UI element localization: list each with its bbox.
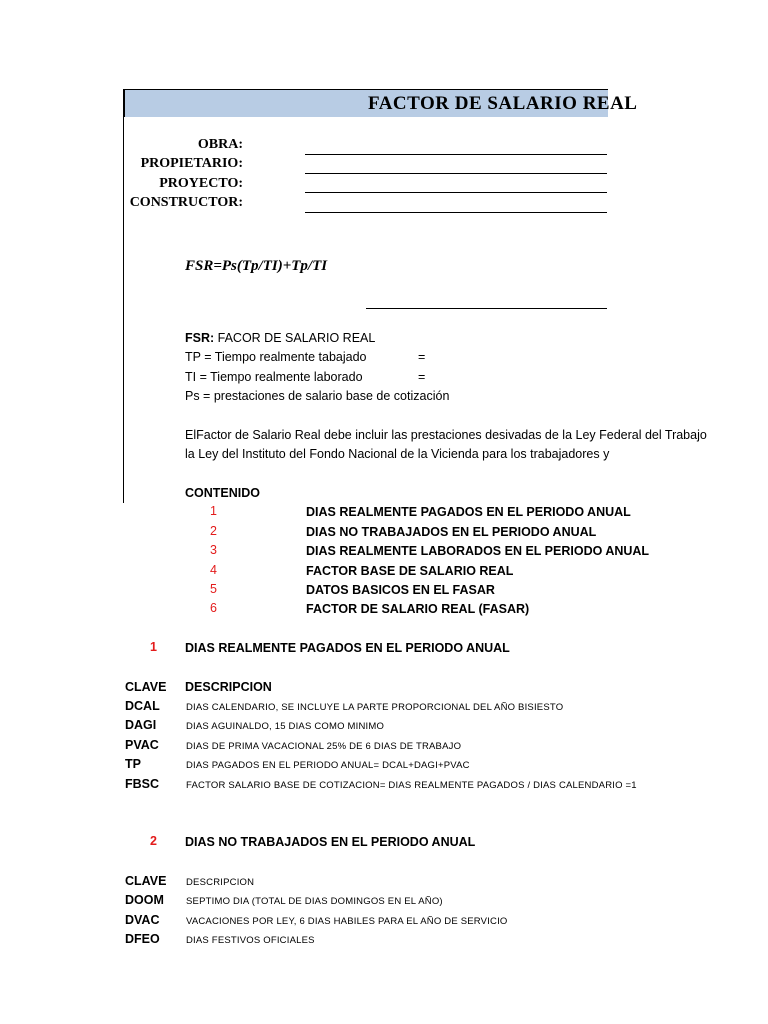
contenido-num: 1 — [210, 504, 217, 518]
section1-heading: DIAS REALMENTE PAGADOS EN EL PERIODO ANUAL — [185, 641, 510, 655]
def-tp: TP = Tiempo realmente tabajado — [185, 350, 367, 364]
table-row-clave: DAGI — [125, 718, 157, 732]
table-row-desc: DIAS PAGADOS EN EL PERIODO ANUAL= DCAL+DAGI+PVAC — [186, 760, 470, 771]
table-row-desc: DIAS CALENDARIO, SE INCLUYE LA PARTE PROPORCIONAL DEL AÑO BISIESTO — [186, 702, 564, 713]
section1-col-clave: CLAVE — [125, 680, 167, 694]
field-line-constructor — [305, 212, 607, 213]
section2-col-clave: CLAVE — [125, 874, 167, 888]
table-row-desc: VACACIONES POR LEY, 6 DIAS HABILES PARA EL AÑO DE SERVICIO — [186, 916, 508, 927]
table-row-clave: DOOM — [125, 893, 164, 907]
table-row-desc: SEPTIMO DIA (TOTAL DE DIAS DOMINGOS EN EL AÑO) — [186, 896, 443, 907]
contenido-item: DIAS REALMENTE PAGADOS EN EL PERIODO ANUAL — [306, 505, 631, 519]
contenido-num: 6 — [210, 601, 217, 615]
contenido-item: FACTOR BASE DE SALARIO REAL — [306, 564, 514, 578]
field-label-obra: OBRA: — [197, 137, 243, 152]
def-fsr — [185, 331, 375, 345]
def-ti-eq: = — [418, 370, 426, 384]
section2-heading: DIAS NO TRABAJADOS EN EL PERIODO ANUAL — [185, 835, 476, 849]
formula: FSR=Ps(Tp/TI)+Tp/TI — [185, 258, 328, 274]
field-label-constructor: CONSTRUCTOR: — [129, 195, 243, 210]
section1-col-desc: DESCRIPCION — [185, 680, 272, 694]
field-label-proyecto: PROYECTO: — [159, 176, 243, 191]
def-fsr-text: FACOR DE SALARIO REAL — [214, 331, 376, 345]
def-tp-eq: = — [418, 350, 426, 364]
contenido-num: 3 — [210, 543, 217, 557]
paragraph-line-1: ElFactor de Salario Real debe incluir las prestaciones desivadas de la Ley Federal del Trabajo — [185, 428, 707, 442]
section2-num: 2 — [150, 834, 157, 848]
table-row-desc: DIAS AGUINALDO, 15 DIAS COMO MINIMO — [186, 721, 385, 732]
contenido-num: 2 — [210, 524, 217, 538]
formula-line — [366, 308, 607, 309]
table-row-desc: DIAS FESTIVOS OFICIALES — [186, 935, 315, 946]
table-row-desc: DIAS DE PRIMA VACACIONAL 25% DE 6 DIAS DE TRABAJO — [186, 741, 462, 752]
section2-col-desc: DESCRIPCION — [186, 877, 255, 888]
def-ps: Ps = prestaciones de salario base de cotización — [185, 389, 450, 403]
field-label-propietario: PROPIETARIO: — [140, 156, 243, 171]
page-title: FACTOR DE SALARIO REAL — [368, 93, 638, 114]
field-line-obra — [305, 154, 607, 155]
section1-num: 1 — [150, 640, 157, 654]
paragraph-line-2: la Ley del Instituto del Fondo Nacional de la Vicienda para los trabajadores y — [185, 447, 610, 461]
table-row-clave: DFEO — [125, 932, 160, 946]
table-row-clave: PVAC — [125, 738, 159, 752]
contenido-heading: CONTENIDO — [185, 486, 260, 500]
contenido-item: DIAS REALMENTE LABORADOS EN EL PERIODO ANUAL — [306, 544, 650, 558]
contenido-item: DIAS NO TRABAJADOS EN EL PERIODO ANUAL — [306, 525, 597, 539]
table-row-clave: DVAC — [125, 913, 160, 927]
contenido-num: 5 — [210, 582, 217, 596]
contenido-item: DATOS BASICOS EN EL FASAR — [306, 583, 495, 597]
table-row-clave: FBSC — [125, 777, 160, 791]
table-row-clave: TP — [125, 757, 141, 771]
field-line-propietario — [305, 173, 607, 174]
def-ti: TI = Tiempo realmente laborado — [185, 370, 363, 384]
title-bar — [124, 89, 638, 117]
table-row-desc: FACTOR SALARIO BASE DE COTIZACION= DIAS REALMENTE PAGADOS / DIAS CALENDARIO =1 — [186, 780, 637, 791]
table-row-clave: DCAL — [125, 699, 160, 713]
contenido-num: 4 — [210, 563, 217, 577]
contenido-item: FACTOR DE SALARIO REAL (FASAR) — [306, 602, 530, 616]
field-line-proyecto — [305, 192, 607, 193]
def-fsr-key: FSR: — [185, 331, 215, 345]
